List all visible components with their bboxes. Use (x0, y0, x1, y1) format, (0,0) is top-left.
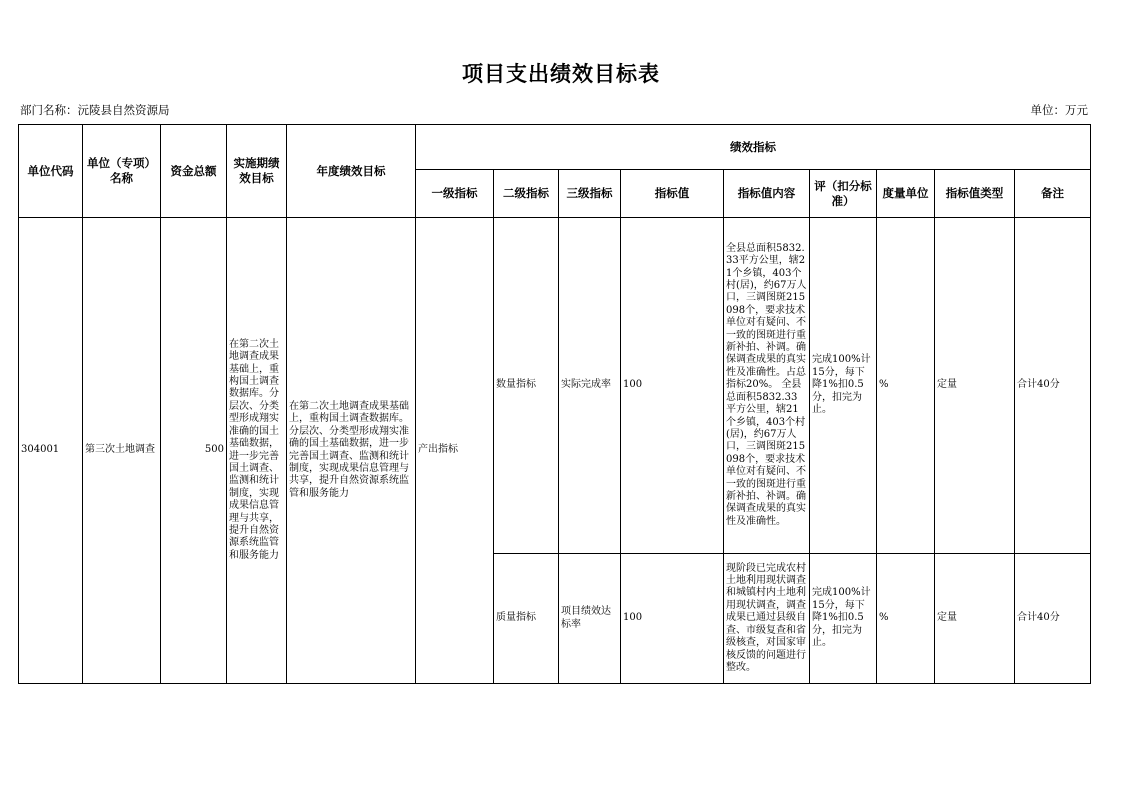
header-remarks: 备注 (1015, 170, 1091, 218)
scoring-cell: 完成100%计15分，每下降1%扣0.5分，扣完为止。 (810, 218, 877, 554)
header-indicator-value: 指标值 (621, 170, 724, 218)
remark-cell: 合计40分 (1015, 218, 1091, 554)
level2-cell: 数量指标 (494, 218, 559, 554)
header-annual-target: 年度绩效目标 (287, 125, 416, 218)
table-row (19, 218, 1091, 554)
scoring-cell: 完成100%计15分，每下降1%扣0.5分，扣完为止。 (810, 554, 877, 684)
level3-cell: 项目绩效达标率 (559, 554, 621, 684)
indicator-value-cell: 100 (621, 554, 724, 684)
level1-cell: 产出指标 (416, 218, 494, 684)
total-funds-cell: 500 (161, 218, 227, 684)
indicator-content-cell: 现阶段已完成农村土地利用现状调查和城镇村内土地利用现状调查，调查成果已通过县级自查、市级复查和省级核查，对国家审核反馈的问题进行整改。 (724, 554, 810, 684)
unit-code-cell: 304001 (19, 218, 83, 684)
level3-cell: 实际完成率 (559, 218, 621, 554)
remark-cell: 合计40分 (1015, 554, 1091, 684)
header-level1: 一级指标 (416, 170, 494, 218)
header-unit: 度量单位 (877, 170, 935, 218)
unit-name-cell: 第三次土地调查 (83, 218, 161, 684)
performance-table (18, 124, 1091, 684)
page-title: 项目支出绩效目标表 (462, 62, 660, 86)
value-type-cell: 定量 (935, 554, 1015, 684)
value-type-cell: 定量 (935, 218, 1015, 554)
header-level3: 三级指标 (559, 170, 621, 218)
unit-cell: % (877, 218, 935, 554)
header-row-1 (19, 125, 1091, 170)
header-indicator-content: 指标值内容 (724, 170, 810, 218)
indicator-value-cell: 100 (621, 218, 724, 554)
unit-cell: % (877, 554, 935, 684)
annual-target-cell: 在第二次土地调查成果基础上，重构国土调查数据库。分层次、分类型形成翔实准确的国土基础数据，进一步完善国土调查、监测和统计制度，实现成果信息管理与共享，提升自然资源系统监管和服务能力 (287, 218, 416, 684)
header-total-funds: 资金总额 (161, 125, 227, 218)
header-unit-name: 单位（专项）名称 (83, 125, 161, 218)
level2-cell: 质量指标 (494, 554, 559, 684)
unit-label: 单位：万元 (1030, 103, 1088, 117)
department-name: 部门名称：沅陵县自然资源局 (20, 103, 170, 117)
header-period-target: 实施期绩效目标 (227, 125, 287, 218)
period-target-cell: 在第二次土地调查成果基础上，重构国土调查数据库。分层次、分类型形成翔实准确的国土基础数据，进一步完善国土调查、监测和统计制度，实现成果信息管理与共享，提升自然资源系统监管和服务能力 (227, 218, 287, 684)
header-level2: 二级指标 (494, 170, 559, 218)
indicator-content-cell: 全县总面积5832.33平方公里，辖21个乡镇，403个村(居)，约67万人口，三调图斑215098个，要求技术单位对有疑问、不一致的图斑进行重新补拍、补调。确保调查成果的真实性及准确性。占总指标20%。 全县总面积5832.33平方公里，辖21个乡镇，403个村(居)，约67万人口，三调图斑215098个，要求技术单位对有疑问、不一致的图斑进行重新补拍、补调。确保调查成果的真实性及准确性。 (724, 218, 810, 554)
header-unit-code: 单位代码 (19, 125, 83, 218)
header-performance-indicators: 绩效指标 (416, 125, 1091, 170)
header-value-type: 指标值类型 (935, 170, 1015, 218)
header-scoring: 评（扣分标准） (810, 170, 877, 218)
